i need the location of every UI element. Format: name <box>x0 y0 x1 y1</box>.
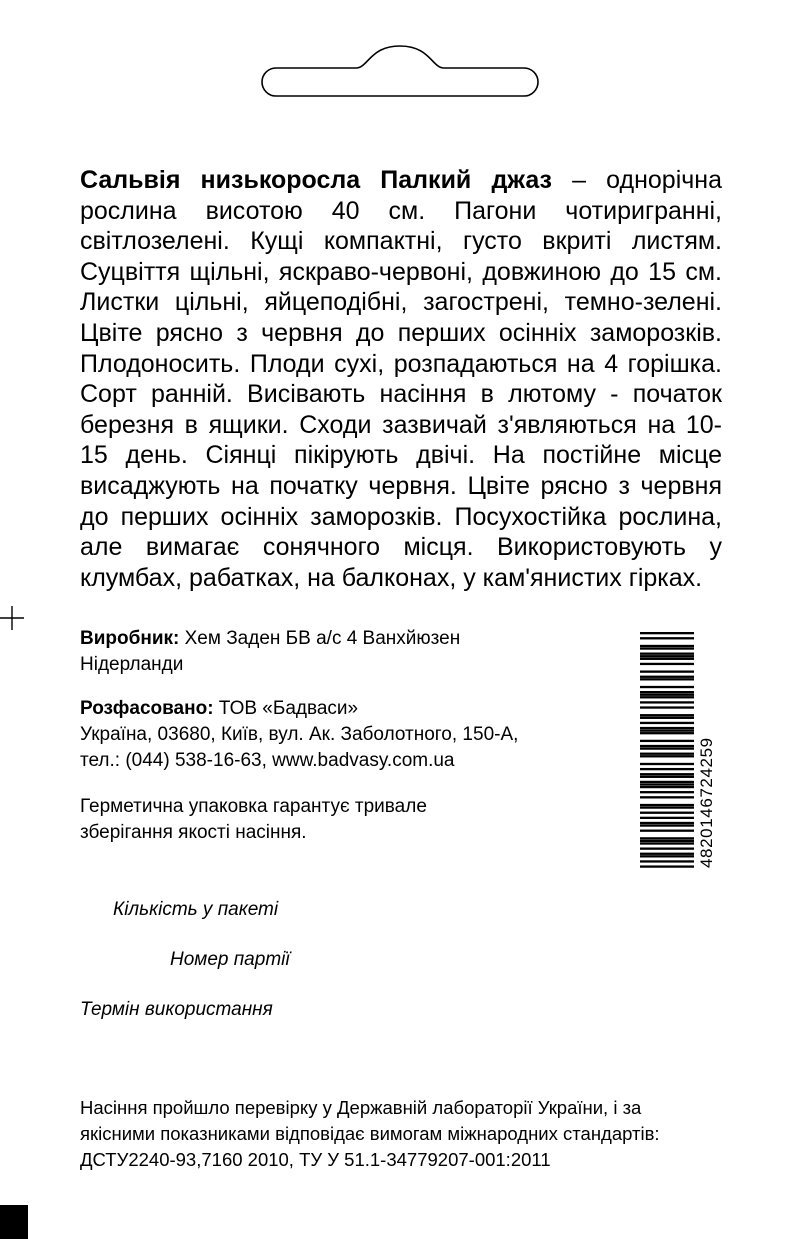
barcode <box>636 632 716 870</box>
barcode-bar <box>640 745 694 747</box>
barcode-bar <box>640 824 694 826</box>
manufacturer-value: Хем Заден БВ а/с 4 Ванхйюзен <box>179 628 461 649</box>
barcode-bar <box>640 637 694 639</box>
barcode-bar <box>640 714 694 716</box>
product-title: Сальвія низькоросла Палкий джаз <box>80 166 552 194</box>
barcode-bar <box>640 670 694 672</box>
barcode-bar <box>640 732 694 734</box>
barcode-bar <box>640 860 694 862</box>
quantity-field-label: Кількість у пакеті <box>113 899 279 920</box>
barcode-bar <box>640 773 694 775</box>
packer-value: ТОВ «Бадваси» <box>213 698 359 719</box>
barcode-bar <box>640 768 694 770</box>
barcode-bar <box>640 686 694 688</box>
barcode-bar <box>640 812 694 814</box>
barcode-bar <box>640 855 694 857</box>
barcode-bar <box>640 722 694 724</box>
barcode-bar <box>640 840 694 842</box>
barcode-bar <box>640 747 694 749</box>
certification-line-3: ДСТУ2240-93,7160 2010, ТУ У 51.1-34779207-001:2011 <box>80 1149 551 1170</box>
product-description <box>80 165 722 593</box>
barcode-bar <box>640 763 694 765</box>
barcode-bar <box>640 786 694 788</box>
packer-contacts: тел.: (044) 538-16-63, www.badvasy.com.ua <box>80 750 455 771</box>
expiry-date-label: Термін використання <box>80 999 273 1020</box>
barcode-bar <box>640 842 694 844</box>
description-text: – однорічна рослина висотою 40 см. Пагони чотиригранні, світлозелені. Кущі компактні, густо вкриті листям. Суцвіття щільні, яскраво-червоні, довжиною до 15 см. Листки цільні, яйцеподібні, загострені, темно-зелені. Цвіте рясно з червня до перших осінніх заморозків. Плодоносить. Плоди сухі, розпадаються на 4 горішка. Сорт ранній. Висівають насіння в лютому - початок березня в ящики. Сходи зазвичай з'являються на 10-15 день. Сіянці пікірують двічі. На постійне місце висаджують на початку червня. Цвіте рясно з червня до перших осінніх заморозків. Посухостійка рослина, але вимагає сонячного місця. Використовують у клумбах, рабатках, на балконах, у кам'янистих гірках. <box>80 166 722 592</box>
barcode-bar <box>640 676 694 678</box>
barcode-bar <box>640 729 694 731</box>
barcode-bar <box>640 701 694 703</box>
barcode-bar <box>640 647 694 649</box>
barcode-bar <box>640 753 694 755</box>
certification-line-1: Насіння пройшло перевірку у Державній лабораторії України, і за <box>80 1097 642 1118</box>
barcode-bar <box>640 632 694 634</box>
hang-hole-outline <box>246 42 554 100</box>
manufacturer-info <box>80 626 620 678</box>
barcode-bar <box>640 678 694 680</box>
storage-line-2: зберігання якості насіння. <box>80 822 307 843</box>
batch-number-label: Номер партії <box>170 949 290 970</box>
packer-info <box>80 696 620 774</box>
barcode-bar <box>640 783 694 785</box>
barcode-bar <box>640 727 694 729</box>
barcode-bar <box>640 822 694 824</box>
barcode-bar <box>640 740 694 742</box>
barcode-bar <box>640 706 694 708</box>
certification-note <box>80 1095 730 1173</box>
barcode-bar <box>640 806 694 808</box>
barcode-bar <box>640 847 694 849</box>
barcode-bar <box>640 865 694 867</box>
barcode-bar <box>640 853 694 855</box>
barcode-bars <box>640 632 694 868</box>
barcode-bar <box>640 804 694 806</box>
barcode-bar <box>640 658 694 660</box>
barcode-bar <box>640 694 694 696</box>
certification-line-2: якісними показниками відповідає вимогам міжнародних стандартів: <box>80 1123 660 1144</box>
barcode-bar <box>640 691 694 693</box>
manufacturer-label: Виробник: <box>80 628 180 649</box>
barcode-bar <box>640 830 694 832</box>
barcode-bar <box>640 817 694 819</box>
barcode-bar <box>640 717 694 719</box>
manufacturer-country: Нідерланди <box>80 654 184 675</box>
barcode-number: 4820146724259 <box>697 737 716 868</box>
barcode-bar <box>640 791 694 793</box>
barcode-bar <box>640 663 694 665</box>
barcode-bar <box>640 696 694 698</box>
barcode-bar <box>640 655 694 657</box>
barcode-bar <box>640 776 694 778</box>
barcode-bar <box>640 653 694 655</box>
barcode-bar <box>640 796 694 798</box>
registration-cross-mark <box>0 606 24 630</box>
barcode-bar <box>640 837 694 839</box>
barcode-bar <box>640 645 694 647</box>
barcode-bar <box>640 781 694 783</box>
barcode-bar <box>640 755 694 757</box>
storage-line-1: Герметична упаковка гарантує тривале <box>80 796 427 817</box>
storage-note <box>80 794 620 846</box>
corner-registration-mark <box>0 1205 28 1239</box>
packer-address: Україна, 03680, Київ, вул. Ак. Заболотного, 150-А, <box>80 724 519 745</box>
packer-label: Розфасовано: <box>80 698 214 719</box>
